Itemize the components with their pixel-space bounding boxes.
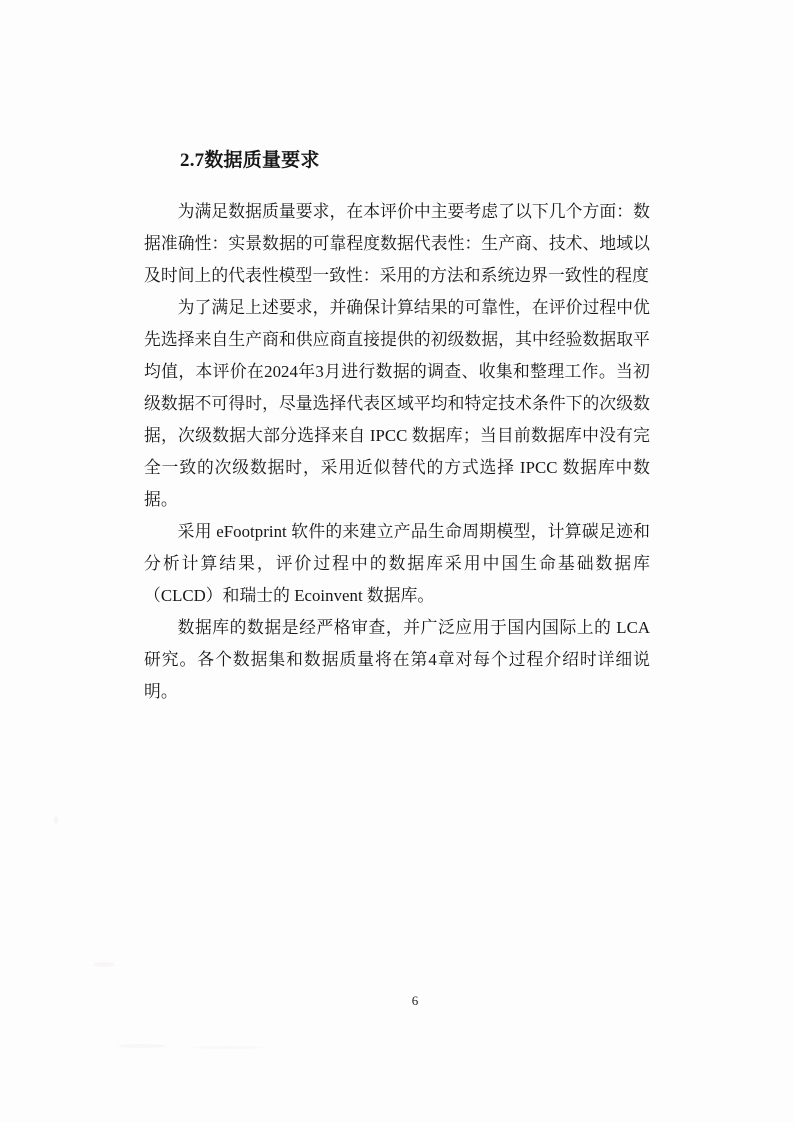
document-body: [144, 149, 650, 708]
paragraph-data-quality-aspects: 为满足数据质量要求，在本评价中主要考虑了以下几个方面：数据准确性：实景数据的可靠程度数据代表性：生产商、技术、地域以及时间上的代表性模型一致性：采用的方法和系统边界一致性的程度: [144, 202, 650, 285]
page-number: 6: [411, 993, 419, 1008]
section-heading: 2.7数据质量要求: [180, 150, 320, 171]
paragraph-data-collection: 为了满足上述要求，并确保计算结果的可靠性，在评价过程中优先选择来自生产商和供应商直接提供的初级数据，其中经验数据取平均值，本评价在2024年3月进行数据的调查、收集和整理工作。当初级数据不可得时，尽量选择代表区域平均和特定技术条件下的次级数据，次级数据大部分选择来自 IPCC 数据库；当目前数据库中没有完全一致的次级数据时，采用近似替代的方式选择 IPCC 数据库中数据。: [144, 298, 650, 509]
scan-artifact: [93, 962, 115, 967]
scan-artifact: [54, 816, 58, 825]
scan-artifact: [118, 1044, 166, 1048]
scan-artifact: [193, 1046, 263, 1049]
paragraph-database-review: 数据库的数据是经严格审查，并广泛应用于国内国际上的 LCA 研究。各个数据集和数据质量将在第4章对每个过程介绍时详细说明。: [144, 618, 650, 701]
paragraph-software-databases: 采用 eFootprint 软件的来建立产品生命周期模型，计算碳足迹和分析计算结果，评价过程中的数据库采用中国生命基础数据库（CLCD）和瑞士的 Ecoinvent 数据库。: [144, 522, 650, 605]
